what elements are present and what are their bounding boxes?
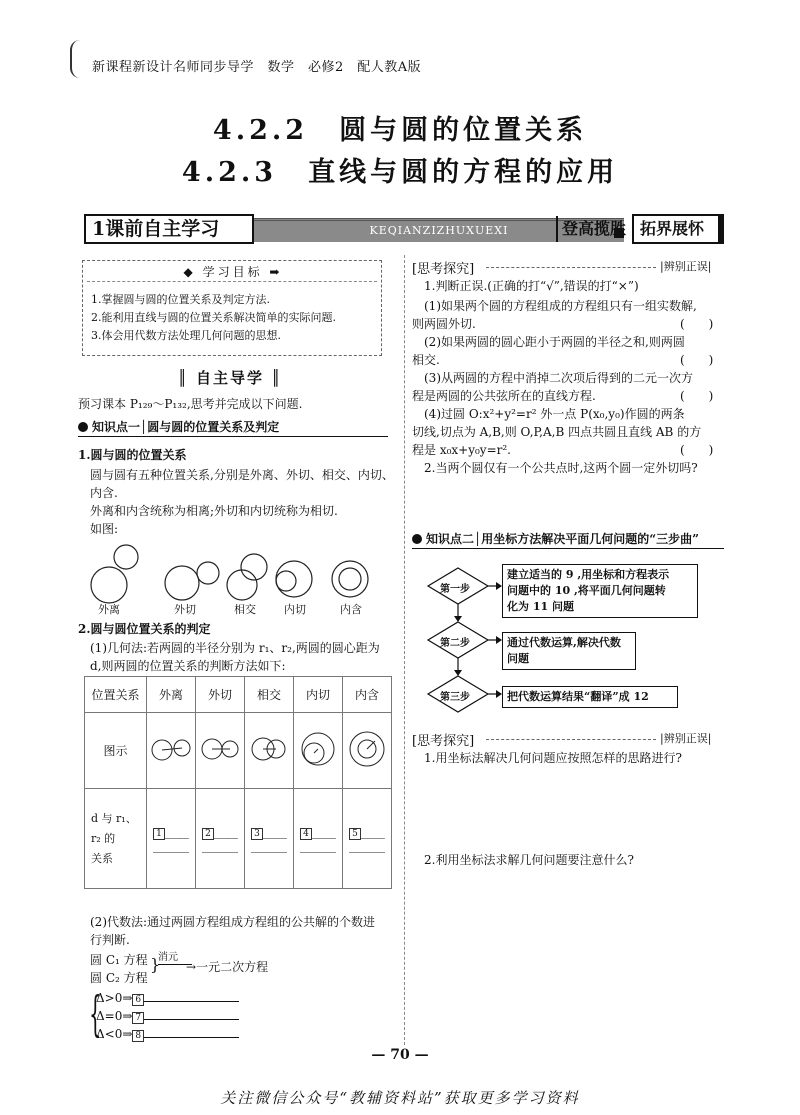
text-line: 圆与圆有五种位置关系,分别是外离、外切、相交、内切、 — [90, 468, 394, 482]
text-line: (2)如果两圆的圆心距小于两圆的半径之和,则两圆 — [424, 335, 685, 349]
think-head-2: [思考探究] — [412, 734, 475, 749]
fig-label: 内切 — [284, 603, 306, 616]
divider — [486, 267, 656, 268]
kp1-text: 知识点一│圆与圆的位置关系及判定 — [92, 420, 280, 434]
intersect-diagram — [247, 732, 291, 766]
text-line: 外离和内含统称为相离;外切和内切统称为相切. — [90, 504, 338, 518]
rel-label: r₂ 的 — [91, 831, 116, 845]
separate-diagram — [149, 732, 193, 766]
separate-circle-b — [114, 545, 138, 569]
delta-gt: Δ>0⇒ — [96, 991, 133, 1005]
table-header: 外离 — [147, 677, 196, 713]
ext-tangent-diagram — [198, 732, 242, 766]
text-line: (2)代数法:通过两圆方程组成方程组的公共解的个数进 — [90, 915, 376, 929]
think-tag-text: 辨别正误 — [663, 732, 708, 745]
blank-number: 2 — [202, 828, 214, 840]
think-tag-text: 辨别正误 — [663, 260, 708, 273]
divider — [486, 739, 656, 740]
table-cell — [245, 713, 294, 789]
blank-number: 5 — [349, 828, 361, 840]
brace-icon: { — [89, 986, 102, 1042]
text-line: (3)从两圆的方程中消掉二次项后得到的二元一次方 — [424, 371, 693, 385]
fig-label: 外切 — [174, 603, 196, 616]
flow-text: 问题中的 10 ,将平面几何问题转 — [507, 584, 666, 597]
answer-blank[interactable] — [144, 1001, 239, 1002]
table-cell: 图示 — [85, 713, 147, 789]
think-head-1: [思考探究] — [412, 262, 475, 277]
page-title-2: 4.2.3 直线与圆的方程的应用 — [181, 157, 619, 188]
answer-paren[interactable]: ( ) — [680, 317, 714, 331]
step-3-label: 第三步 — [440, 692, 470, 703]
blank-number: 3 — [251, 828, 263, 840]
answer-paren[interactable]: ( ) — [680, 389, 714, 403]
flow-text: 化为 11 问题 — [507, 600, 574, 613]
flow-text: 建立适当的 9 ,用坐标和方程表示 — [507, 568, 670, 581]
running-header: 新课程新设计名师同步导学 数学 必修2 配人教A版 — [92, 60, 422, 75]
text-line: 程是 x₀x+y₀y=r². — [412, 443, 512, 457]
contain-diagram — [345, 727, 389, 771]
circle-c1-eq: 圆 C₁ 方程 — [90, 953, 148, 967]
kp2-text: 知识点二│用坐标方法解决平面几何问题的“三步曲” — [426, 532, 700, 546]
question-1: 1.用坐标法解决几何问题应按照怎样的思路进行? — [424, 751, 682, 765]
text-line: d,则两圆的位置关系的判断方法如下: — [90, 659, 286, 673]
answer-blank[interactable]: 1 ____ ______ — [147, 789, 196, 889]
section-title: 1课前自主学习 — [84, 214, 254, 244]
table-cell — [85, 789, 147, 889]
answer-blank[interactable]: 5 ____ ______ — [343, 789, 392, 889]
text-line: 切线,切点为 A,B,则 O,P,A,B 四点共圆且直线 AB 的方 — [412, 425, 702, 439]
page-number: — 70 — — [371, 1047, 429, 1063]
learning-goals-box — [82, 260, 382, 356]
fig-label: 外离 — [98, 603, 120, 616]
text-line: 行判断. — [90, 933, 130, 947]
quadratic-eq: →一元二次方程 — [186, 960, 269, 974]
question-2: 2.当两个圆仅有一个公共点时,这两个圆一定外切吗? — [424, 461, 698, 475]
goal-item: 3.体会用代数方法处理几何问题的思想. — [91, 329, 281, 342]
text-line: (1)几何法:若两圆的半径分别为 r₁、r₂,两圆的圆心距为 — [90, 641, 380, 655]
brace-icon: } — [150, 955, 161, 974]
goals-divider — [87, 281, 377, 282]
answer-blank[interactable] — [144, 1037, 239, 1038]
section-pinyin: KEQIANZIZHUXUEXI — [254, 218, 624, 242]
internal-tangent-outer — [276, 561, 312, 597]
answer-blank[interactable]: 4 ____ ______ — [294, 789, 343, 889]
rel-label: 关系 — [91, 851, 113, 865]
fig-label: 内含 — [340, 603, 362, 616]
goals-title-text: 学习目标 — [202, 265, 263, 279]
answer-paren[interactable]: ( ) — [680, 353, 714, 367]
text-line: 如图: — [90, 522, 119, 536]
section-banner — [84, 214, 724, 244]
blank-number: 4 — [300, 828, 312, 840]
circle-c2-eq: 圆 C₂ 方程 — [90, 971, 148, 985]
table-cell — [343, 713, 392, 789]
question-1: 1.判断正误.(正确的打“√”,错误的打“×”) — [424, 279, 639, 293]
bullet-icon — [412, 534, 422, 544]
footer-note: 关注微信公众号“教辅资料站”获取更多学习资料 — [220, 1089, 580, 1107]
answer-blank[interactable]: 2 ____ ______ — [196, 789, 245, 889]
flow-box-1 — [502, 564, 698, 618]
delta-row — [96, 1024, 239, 1046]
table-header: 相交 — [245, 677, 294, 713]
think-tag-2: |辨别正误| — [660, 732, 712, 745]
contain-outer — [332, 561, 368, 597]
contain-inner — [339, 568, 361, 590]
answer-blank[interactable]: 3 ____ ______ — [245, 789, 294, 889]
text-line: 相交. — [412, 353, 440, 367]
column-divider — [404, 255, 405, 1045]
int-tangent-diagram — [296, 727, 340, 771]
relations-table — [84, 676, 392, 889]
text-line: 程是两圆的公共弦所在的直线方程. — [412, 389, 596, 403]
blank-number: 7 — [132, 1012, 144, 1024]
table-header-row — [85, 677, 392, 713]
goal-item: 2.能利用直线与圆的位置关系解决简单的实际问题. — [91, 311, 336, 324]
table-cell — [196, 713, 245, 789]
knowledge-point-2 — [412, 530, 699, 547]
text-line: 则两圆外切. — [412, 317, 476, 331]
eliminate-label: 消元 — [158, 952, 178, 963]
blank-number: 8 — [132, 1030, 144, 1042]
blank-number: 6 — [132, 994, 144, 1006]
guide-intro: 预习课本 P₁₂₉～P₁₃₂,思考并完成以下问题. — [78, 397, 303, 411]
table-cell — [294, 713, 343, 789]
delta-eq: Δ=0⇒ — [96, 1009, 133, 1023]
table-header: 位置关系 — [85, 677, 147, 713]
step-2-label: 第二步 — [440, 638, 470, 649]
flow-box-3: 把代数运算结果“翻译”成 12 — [502, 686, 678, 708]
separate-circle-a — [91, 567, 127, 603]
flow-box-2: 通过代数运算,解决代数问题 — [502, 632, 636, 670]
banner-tag-2: 拓界展怀 — [632, 214, 724, 244]
page-title-1: 4.2.2 圆与圆的位置关系 — [212, 115, 588, 146]
knowledge-point-1 — [78, 418, 279, 435]
guide-title-text: 自主导学 — [195, 369, 264, 387]
think-head-text: 思考探究 — [417, 262, 470, 277]
table-header: 外切 — [196, 677, 245, 713]
text-line: (4)过圆 O:x²+y²=r² 外一点 P(x₀,y₀)作圆的两条 — [424, 407, 685, 421]
rel-label: d 与 r₁、 — [91, 811, 137, 825]
goals-title: ◆ 学习目标 ➡ — [183, 265, 283, 279]
bullet-icon — [78, 422, 88, 432]
step-1-label: 第一步 — [440, 584, 470, 595]
table-row — [85, 789, 392, 889]
table-header: 内含 — [343, 677, 392, 713]
think-tag-1: |辨别正误| — [660, 260, 712, 273]
delta-lt: Δ<0⇒ — [96, 1027, 133, 1041]
text-line: (1)如果两个圆的方程组成的方程组只有一组实数解, — [424, 299, 697, 313]
answer-blank[interactable] — [144, 1019, 239, 1020]
header-brace — [70, 40, 84, 78]
divider — [78, 436, 388, 437]
table-header: 内切 — [294, 677, 343, 713]
tangent-circle-a — [165, 566, 199, 600]
fig-label: 相交 — [234, 603, 256, 616]
quadratic-text: 一元二次方程 — [196, 960, 269, 974]
goal-item: 1.掌握圆与圆的位置关系及判定方法. — [91, 293, 270, 306]
think-head-text: 思考探究 — [417, 734, 470, 749]
text-line: 内含. — [90, 486, 118, 500]
tangent-circle-b — [197, 562, 219, 584]
arrow-head — [454, 670, 462, 676]
guide-title: ║ 自主导学 ║ — [177, 369, 283, 387]
table-cell — [147, 713, 196, 789]
section-2-title: 2.圆与圆位置关系的判定 — [78, 622, 211, 636]
internal-tangent-inner — [276, 571, 296, 591]
table-row — [85, 713, 392, 789]
intersect-circle-a — [227, 570, 257, 600]
arrow-head — [454, 616, 462, 622]
banner-tag-1: 登高揽胜 — [556, 216, 626, 242]
answer-paren[interactable]: ( ) — [680, 443, 714, 457]
section-1-title: 1.圆与圆的位置关系 — [78, 448, 187, 462]
divider — [412, 548, 724, 549]
question-2: 2.利用坐标法求解几何问题要注意什么? — [424, 853, 634, 867]
blank-number: 1 — [153, 828, 165, 840]
